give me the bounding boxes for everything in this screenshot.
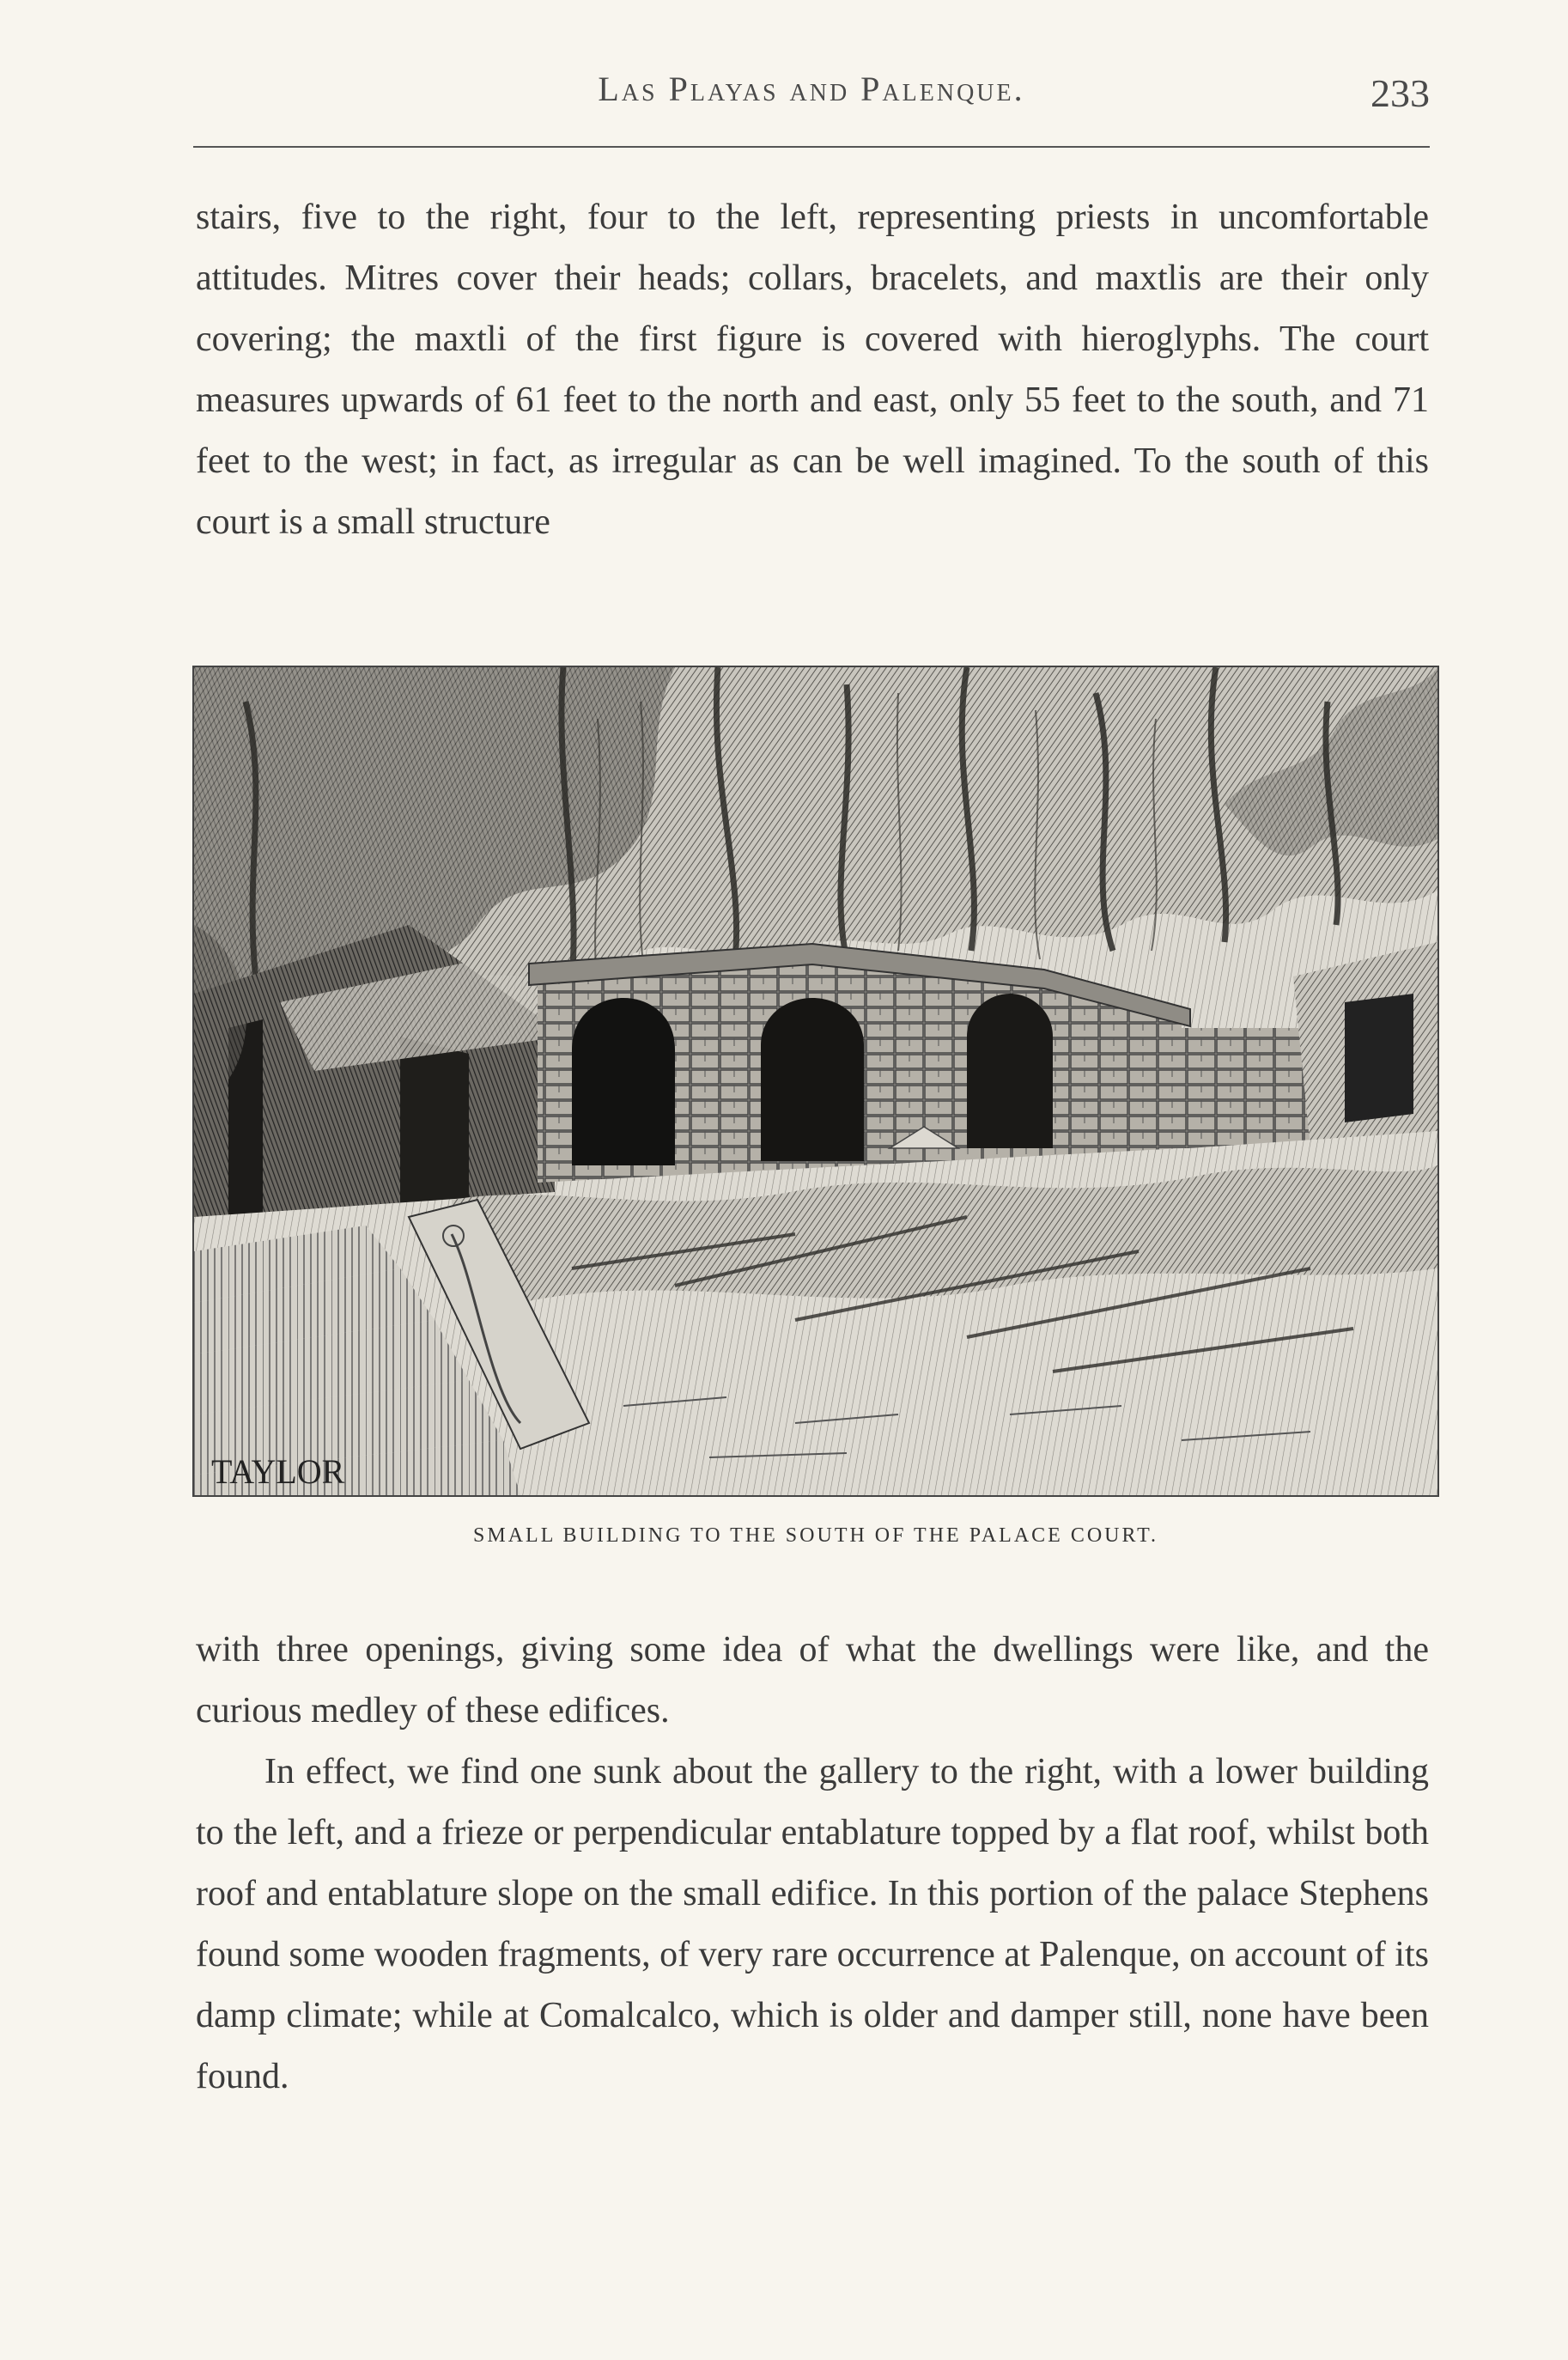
figure-caption: SMALL BUILDING TO THE SOUTH OF THE PALACE COURT. — [473, 1524, 1158, 1547]
running-head — [193, 60, 1430, 120]
engraving-figure — [192, 666, 1439, 1497]
paragraph: with three openings, giving some idea of what the dwellings were like, and the curious medley of these edifices. — [196, 1630, 1429, 1730]
running-title: Las Playas and Palenque. — [598, 70, 1025, 108]
body-text-top — [196, 187, 1429, 553]
paragraph: stairs, five to the right, four to the left, representing priests in uncomfortable attitudes. Mitres cover their heads; collars, bracelets, and maxtlis are their only covering; the maxtli of the first figure is covered with hieroglyphs. The court measures upwards of 61 feet to the north and east, only 55 feet to the south, and 71 feet to the west; in fact, as irregular as can be well imagined. To the south of this court is a small structure — [196, 198, 1429, 542]
engraving-illustration — [192, 666, 1439, 1497]
header-rule — [193, 146, 1430, 148]
body-text-bottom — [196, 1620, 1429, 2108]
engraver-signature: TAYLOR — [211, 1452, 345, 1491]
page-number: 233 — [1370, 71, 1430, 115]
paragraph: In effect, we find one sunk about the gallery to the right, with a lower building to the left, and a frieze or perpendicular entablature topped by a flat roof, whilst both roof and entablature slope on the small edifice. In this portion of the palace Stephens found some wooden fragments, of very rare occurrence at Palenque, on account of its damp climate; while at Comalcalco, which is older and damper still, none have been found. — [196, 1752, 1429, 2096]
